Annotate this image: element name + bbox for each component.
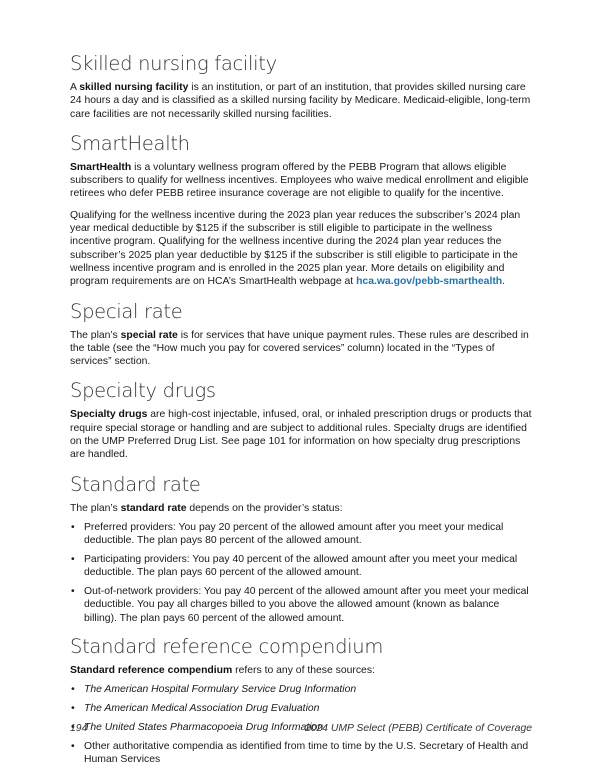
definition-paragraph [70, 408, 532, 461]
page-number: 194 [70, 723, 88, 734]
section-standard-reference-compendium [70, 635, 532, 766]
defined-term: Standard reference compendium [70, 665, 233, 677]
text: refers to any of these sources: [232, 665, 375, 677]
list-item: • Other authoritative compendia as identified from time to time by the U.S. Secretary of Health and Human Services [70, 740, 532, 767]
defined-term: SmartHealth [70, 161, 132, 173]
section-heading: Specialty drugs [70, 379, 216, 403]
defined-term: special rate [120, 329, 178, 341]
provider-rate-list [70, 521, 532, 625]
list-item: • Participating providers: You pay 40 percent of the allowed amount after you meet your medical deductible. The plan pays 60 percent of the allowed amount. [70, 553, 532, 580]
text: Qualifying for the wellness incentive during the 2023 plan year reduces the subscriber’s 2024 plan year medical deductible by $125 if the subscriber is still eligible to participate in the wellness incentive program. Qualifying for the wellness incentive during the 2024 plan year reduces the subscriber’s 2025 plan year deductible by $125 if the subscriber is still eligible to participate in the wellness incentive program and is enrolled in the 2025 plan year. More details on eligibility and program requirements are on HCA’s SmartHealth webpage at [70, 209, 521, 288]
definition-paragraph [70, 81, 532, 121]
list-item: • The American Medical Association Drug Evaluation [70, 702, 532, 715]
section-heading: Standard rate [70, 472, 201, 496]
section-special-rate [70, 300, 532, 369]
text: depends on the provider’s status: [186, 502, 343, 514]
list-item: • The American Hospital Formulary Service Drug Information [70, 683, 532, 696]
defined-term: Specialty drugs [70, 409, 148, 421]
section-skilled-nursing-facility [70, 52, 532, 121]
page-content [70, 52, 532, 776]
section-smarthealth [70, 132, 532, 289]
section-heading: Special rate [70, 299, 183, 323]
list-item: • The United States Pharmacopoeia Drug Information [70, 721, 532, 734]
list-item: • Out-of-network providers: You pay 40 percent of the allowed amount after you meet your medical deductible. You pay all charges billed to you above the allowed amount (known as balance billing). The plan pays 60 percent of the allowed amount. [70, 585, 532, 625]
section-specialty-drugs [70, 379, 532, 461]
section-heading: SmartHealth [70, 131, 190, 155]
page-footer [70, 723, 532, 734]
defined-term: skilled nursing facility [79, 82, 189, 93]
text: The plan’s [70, 502, 121, 514]
text: are high-cost injectable, infused, oral, or inhaled prescription drugs or products that require special storage or handling and are subject to additional rules. Specialty drugs are identified on the UMP Preferred Drug List. See page 101 for information on how specialty drug prescriptions are handled. [70, 409, 532, 461]
defined-term: standard rate [120, 502, 187, 514]
list-item: • Preferred providers: You pay 20 percent of the allowed amount after you meet your medical deductible. The plan pays 80 percent of the allowed amount. [70, 521, 532, 548]
text: . [502, 276, 506, 288]
definition-paragraph [70, 329, 532, 369]
text: is an institution, or part of an institution, that provides skilled nursing care 24 hours a day and is classified as a skilled nursing facility by Medicare. Medicaid-eligible, long-term care facilities are not necessarily skilled nursing facilities. [70, 82, 531, 120]
section-standard-rate [70, 473, 532, 625]
definition-paragraph [70, 664, 532, 677]
text: The plan’s [70, 329, 121, 341]
smarthealth-link[interactable]: hca.wa.gov/pebb-smarthealth [356, 276, 503, 288]
document-title: 2024 UMP Select (PEBB) Certificate of Coverage [304, 723, 532, 734]
text: A [70, 82, 80, 93]
section-heading: Skilled nursing facility [70, 52, 277, 75]
incentive-paragraph [70, 209, 532, 289]
text: is a voluntary wellness program offered by the PEBB Program that allows eligible subscribers to qualify for wellness incentives. Employees who waive medical enrollment and eligible retirees who defer PEBB retiree insurance coverage are not eligible to qualify for the incentive. [70, 161, 529, 200]
definition-paragraph [70, 161, 532, 201]
section-heading: Standard reference compendium [70, 635, 384, 659]
definition-paragraph [70, 502, 532, 515]
text: is for services that have unique payment rules. These rules are described in the table (see the “How much you pay for covered services” column) located in the “Types of services” section. [70, 329, 529, 368]
